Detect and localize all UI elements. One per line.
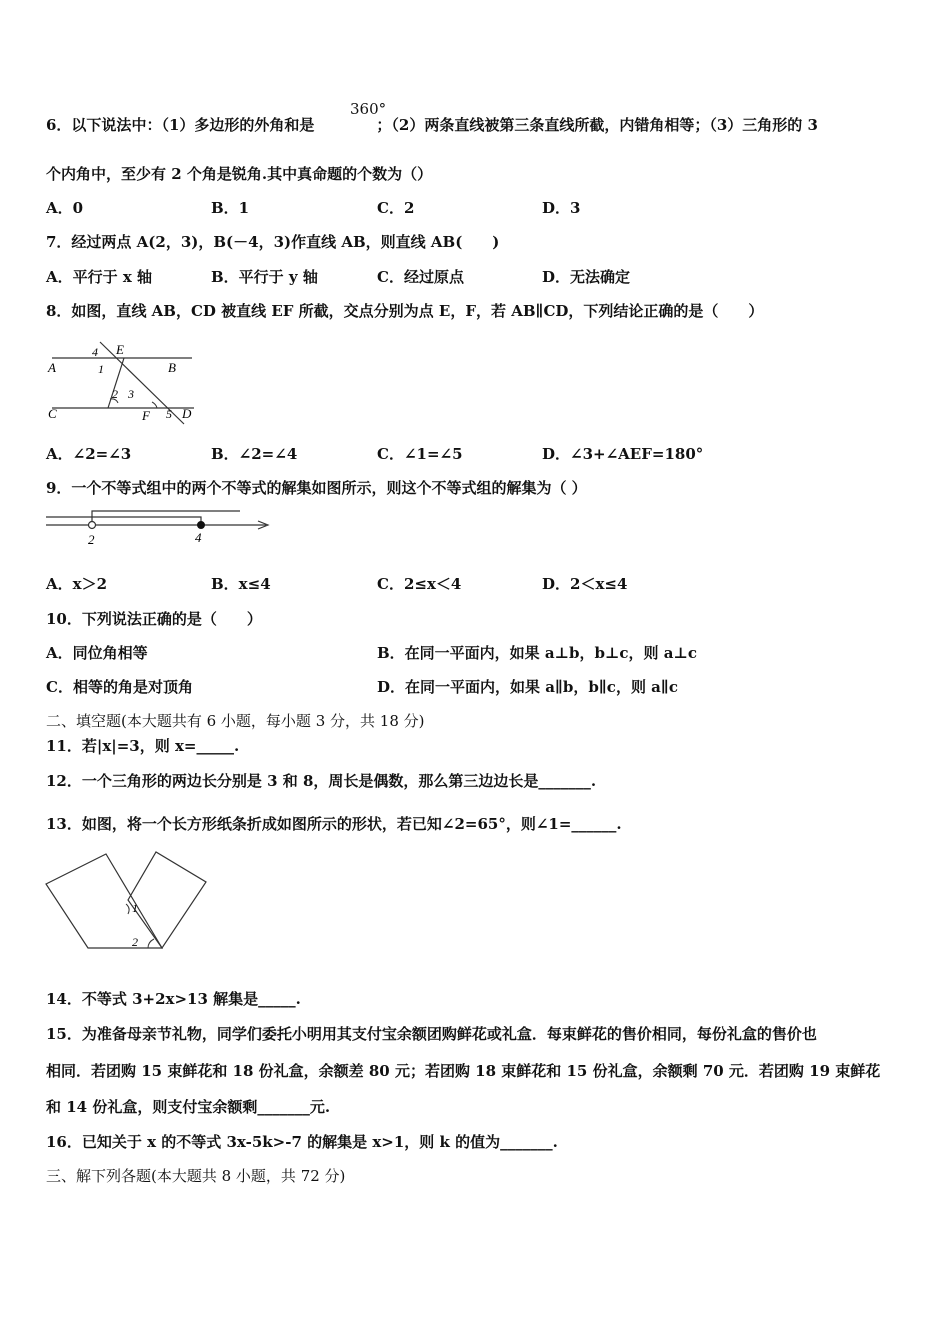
q10-stem: 10．下列说法正确的是（ ） [46,610,262,628]
q6-line1 [46,115,818,135]
q14: 14．不等式 3+2x>13 解集是_____. [46,990,301,1008]
q9-label-4: 4 [195,530,202,545]
q13-label-angle-1: 1 [132,901,138,915]
q15-line1: 15．为准备母亲节礼物，同学们委托小明用其支付宝余额团购鲜花或礼盒．每束鲜花的售价相同，每份礼盒的售价也 [46,1025,817,1043]
q8-label-c: C [48,406,57,421]
q6-option-a: A．0 [46,199,84,217]
q8-label-angle-4: 4 [92,345,98,359]
q8-label-e: E [116,342,124,357]
q10-option-a: A．同位角相等 [46,644,148,662]
q8-parallel-lines-figure [44,336,204,428]
q13-stem: 13．如图，将一个长方形纸条折成如图所示的形状，若已知∠2=65°，则∠1=______. [46,815,622,833]
q8-label-b: B [168,360,176,375]
q6-line1-b: ；（2）两条直线被第三条直线所截，内错角相等；（3）三角形的 3 [376,116,818,134]
q8-option-a: A．∠2=∠3 [46,445,132,463]
q9-option-a: A．x＞2 [46,575,108,593]
q9-option-b: B．x≤4 [211,575,271,593]
q8-label-angle-3: 3 [128,387,134,401]
q7-option-b: B．平行于 y 轴 [211,268,318,286]
q10-option-b: B．在同一平面内，如果 a⊥b，b⊥c，则 a⊥c [377,644,698,662]
q15-line2: 相同．若团购 15 束鲜花和 18 份礼盒，余额差 80 元；若团购 18 束鲜花和 15 份礼盒，余额剩 70 元．若团购 19 束鲜花 [46,1062,881,1080]
q12: 12．一个三角形的两边长分别是 3 和 8，周长是偶数，那么第三边边长是_______. [46,772,597,790]
q9-label-2: 2 [88,532,95,547]
q6-superscript-360: 360° [350,100,387,118]
section-2-heading: 二、填空题(本大题共有 6 小题，每小题 3 分，共 18 分) [46,712,425,730]
q8-stem: 8．如图，直线 AB，CD 被直线 EF 所截，交点分别为点 E，F，若 AB∥CD，下列结论正确的是（ ） [46,302,764,320]
q15-line3: 和 14 份礼盒，则支付宝余额剩_______元. [46,1098,331,1116]
q8-option-d: D．∠3+∠AEF=180° [542,445,704,463]
q7-option-a: A．平行于 x 轴 [46,268,153,286]
q11: 11．若|x|=3，则 x=_____. [46,737,240,755]
q13-folded-strip-figure [44,850,214,954]
q9-option-d: D．2＜x≤4 [542,575,628,593]
q13-label-angle-2: 2 [132,935,138,949]
q8-label-a: A [48,360,56,375]
q9-number-line-figure [44,508,274,548]
q10-option-d: D．在同一平面内，如果 a∥b，b∥c，则 a∥c [377,678,678,696]
q7-option-c: C．经过原点 [377,268,464,286]
q8-label-d: D [182,406,192,421]
q8-label-f: F [142,408,150,423]
q8-label-angle-2: 2 [112,387,118,401]
q6-line2: 个内角中，至少有 2 个角是锐角.其中真命题的个数为（） [46,165,433,183]
section-3-heading: 三、解下列各题(本大题共 8 小题，共 72 分) [46,1167,346,1185]
q8-label-angle-1: 1 [98,362,104,376]
q9-stem: 9．一个不等式组中的两个不等式的解集如图所示，则这个不等式组的解集为（ ） [46,479,587,497]
q6-option-b: B．1 [211,199,250,217]
q8-option-b: B．∠2=∠4 [211,445,298,463]
q9-option-c: C．2≤x＜4 [377,575,462,593]
q10-option-c: C．相等的角是对顶角 [46,678,193,696]
q7-stem: 7．经过两点 A(2，3)，B(－4，3)作直线 AB，则直线 AB( ) [46,233,500,251]
q16: 16．已知关于 x 的不等式 3x-5k>-7 的解集是 x>1，则 k 的值为_______. [46,1133,558,1151]
q6-option-d: D．3 [542,199,581,217]
q7-option-d: D．无法确定 [542,268,631,286]
q6-option-c: C．2 [377,199,415,217]
q6-line1-a: 6．以下说法中：（1）多边形的外角和是 [46,116,315,134]
q8-label-angle-5: 5 [166,407,172,421]
q8-option-c: C．∠1=∠5 [377,445,463,463]
